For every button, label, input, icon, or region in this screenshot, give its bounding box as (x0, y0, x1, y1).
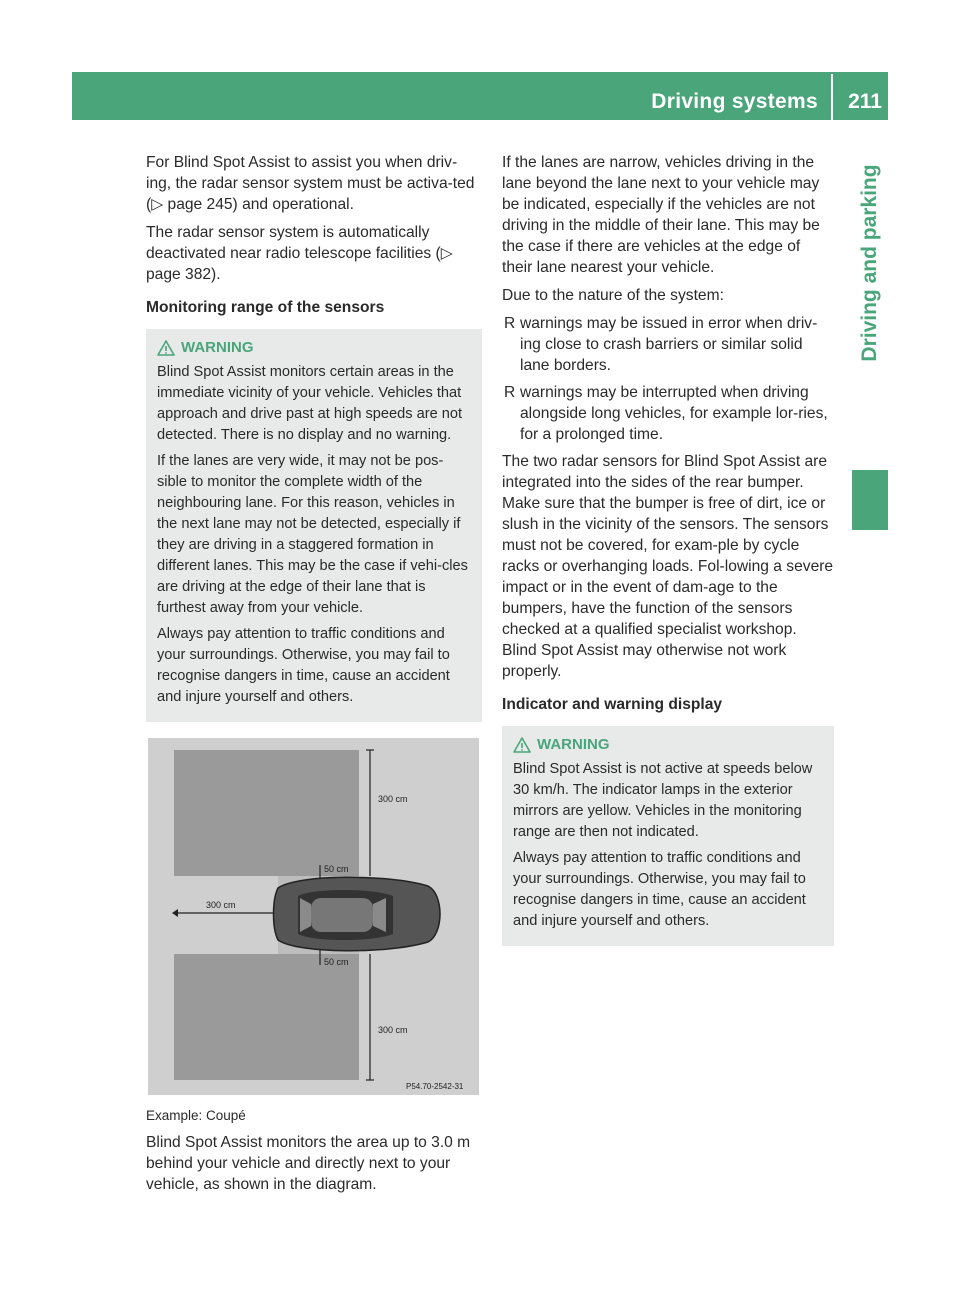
side-chapter-marker (852, 470, 888, 530)
header-divider (831, 74, 833, 120)
bullet-text: warnings may be issued in error when driv-ing close to crash barriers or similar solid lane borders. (520, 315, 818, 374)
warning-title: WARNING (181, 339, 254, 356)
side-chapter-label: Driving and parking (858, 164, 881, 362)
bullet-text: warnings may be interrupted when driving alongside long vehicles, for example lor-ries, for a prolonged time. (520, 384, 828, 443)
warning-triangle-icon (157, 340, 175, 356)
label-50cm-top: 50 cm (324, 864, 349, 874)
system-nature-paragraph: Due to the nature of the system: (502, 287, 724, 304)
warning-box-indicator (502, 726, 834, 946)
warning-paragraph: Blind Spot Assist is not active at speeds below 30 km/h. The indicator lamps in the exterior mirrors are yellow. Vehicles in the monitoring range are then not indicated. (513, 761, 813, 840)
warning-triangle-icon (513, 737, 531, 753)
right-column (502, 152, 834, 962)
narrow-lanes-paragraph: If the lanes are narrow, vehicles driving in the lane beyond the lane next to your vehicle may be indicated, especially if the vehicles are not driving in the middle of their lane. This may be the case if there are vehicles at the edge of their lane nearest your vehicle. (502, 154, 820, 276)
label-300cm-top: 300 cm (378, 794, 408, 804)
page-number: 211 (848, 90, 882, 113)
warning-title: WARNING (537, 736, 610, 753)
list-item (502, 382, 834, 445)
figure-code: P54.70-2542-31 (406, 1082, 464, 1091)
warning-header (157, 337, 472, 358)
monitoring-zone-bottom (174, 954, 359, 1080)
monitoring-zone-top (174, 750, 359, 876)
section-title: Driving systems (651, 90, 818, 113)
warning-paragraph: If the lanes are very wide, it may not be pos-sible to monitor the complete width of the neighbouring lane. For this reason, vehicles in the next lane may not be detected, especially if they are driving in a staggered formation in different lanes. This may be the case if vehi-cles are driving at the edge of their lane that is furthest away from your vehicle. (157, 453, 468, 616)
warning-paragraph: Always pay attention to traffic conditions and your surroundings. Otherwise, you may fail to recognise dangers in time, cause an accident and injure yourself and others. (513, 850, 806, 929)
monitoring-range-heading: Monitoring range of the sensors (146, 299, 385, 316)
left-column (146, 152, 482, 1202)
side-chapter-tab (852, 128, 888, 398)
warning-paragraph: Blind Spot Assist monitors certain areas in the immediate vicinity of your vehicle. Vehicles that approach and drive past at high speeds are not detected. There is no display and no warning. (157, 364, 463, 443)
figure-caption: Example: Coupé (146, 1108, 246, 1123)
sensor-range-diagram (148, 738, 479, 1095)
warning-box-monitoring (146, 329, 482, 722)
monitoring-area-paragraph: Blind Spot Assist monitors the area up to 3.0 m behind your vehicle and directly next to your vehicle, as shown in the diagram. (146, 1134, 471, 1193)
indicator-warning-heading: Indicator and warning display (502, 696, 723, 713)
bullet-mark: R (504, 384, 516, 401)
page-header-bar (72, 72, 888, 120)
intro-paragraph: For Blind Spot Assist to assist you when driv-ing, the radar sensor system must be activa-ted (▷ page 245) and operational. (146, 154, 475, 213)
radar-sensors-paragraph: The two radar sensors for Blind Spot Assist are integrated into the sides of the rear bumper. Make sure that the bumper is free of dirt, ice or slush in the vicinity of the sensors. The sensors must not be covered, for exam-ple by cycle racks or overhanging loads. Fol-lowing a severe impact or in the event of dam-age to the bumpers, have the function of the sensors checked at a qualified specialist workshop. Blind Spot Assist may otherwise not work properly. (502, 453, 834, 680)
label-300cm-bottom: 300 cm (378, 1025, 408, 1035)
list-item (502, 313, 834, 376)
warning-header (513, 734, 824, 755)
label-50cm-bottom: 50 cm (324, 957, 349, 967)
car-top-view-icon (274, 877, 441, 951)
deactivation-paragraph: The radar sensor system is automatically deactivated near radio telescope facilities (▷ page 382). (146, 224, 453, 283)
bullet-mark: R (504, 315, 516, 332)
label-300cm-left: 300 cm (206, 900, 236, 910)
warning-paragraph: Always pay attention to traffic conditions and your surroundings. Otherwise, you may fail to recognise dangers in time, cause an accident and injure yourself and others. (157, 626, 450, 705)
